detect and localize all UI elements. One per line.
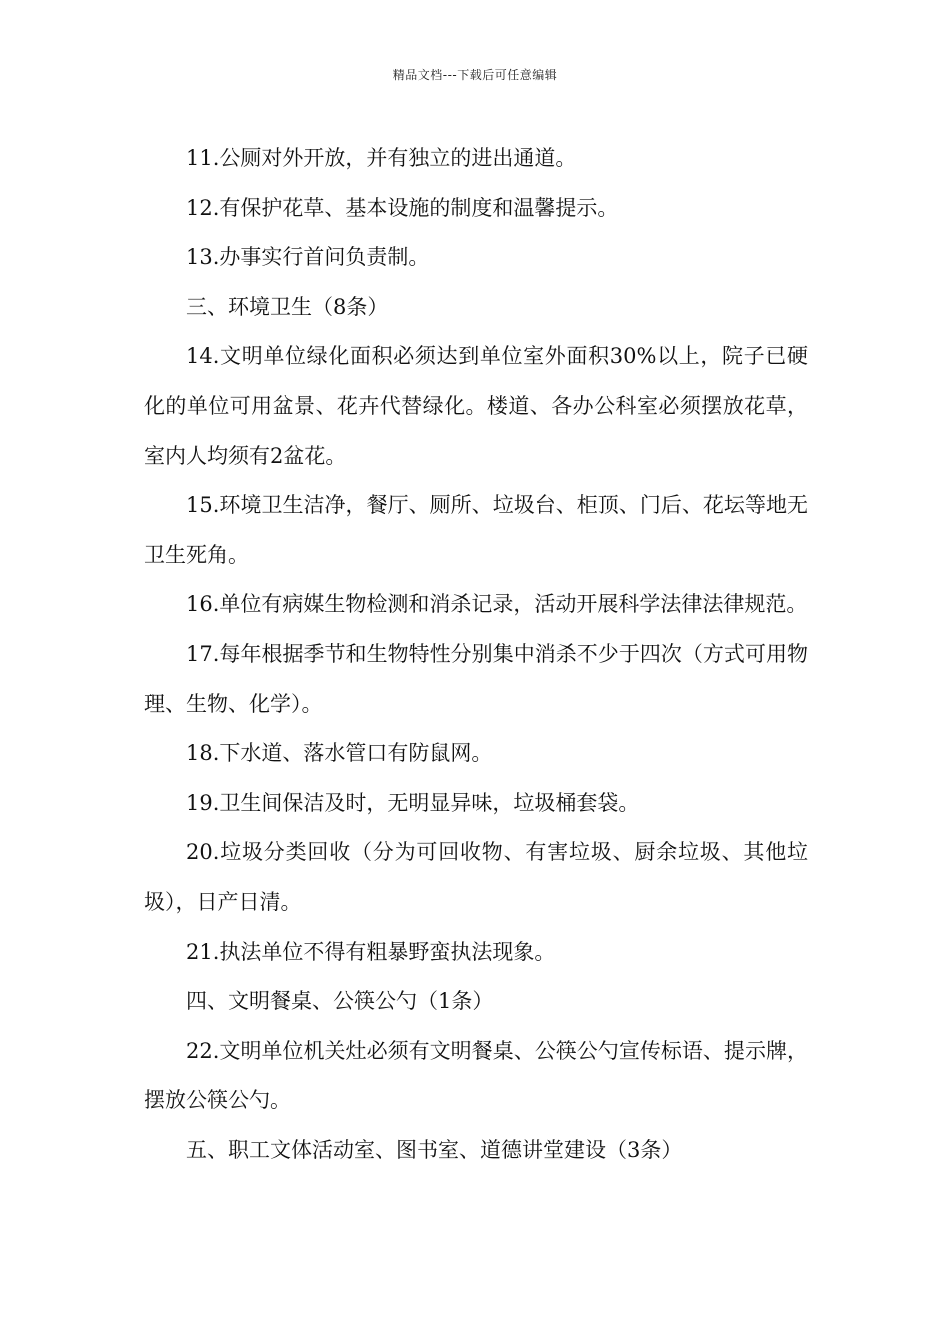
item-12: 12.有保护花草、基本设施的制度和温馨提示。 (186, 195, 619, 220)
item-20: 20.垃圾分类回收（分为可回收物、有害垃圾、厨余垃圾、其他垃圾），日产日清。 (144, 840, 808, 914)
section-heading-3: 三、环境卫生（8条） (186, 294, 389, 319)
item-16: 16.单位有病媒生物检测和消杀记录，活动开展科学法律法律规范。 (186, 592, 808, 617)
document-body (144, 134, 808, 1175)
section-heading-4: 四、文明餐桌、公筷公勺（1条） (186, 989, 494, 1014)
item-18: 18.下水道、落水管口有防鼠网。 (186, 741, 493, 766)
item-11: 11.公厕对外开放，并有独立的进出通道。 (186, 146, 577, 170)
item-17: 17.每年根据季节和生物特性分别集中消杀不少于四次（方式可用物理、生物、化学）。 (144, 641, 808, 716)
item-21: 21.执法单位不得有粗暴野蛮执法现象。 (186, 939, 556, 964)
item-13: 13.办事实行首问负责制。 (186, 245, 430, 270)
item-19: 19.卫生间保洁及时，无明显异味，垃圾桶套袋。 (186, 790, 640, 815)
item-22: 22.文明单位机关灶必须有文明餐桌、公筷公勺宣传标语、提示牌，摆放公筷公勺。 (144, 1038, 808, 1113)
item-15: 15.环境卫生洁净，餐厅、厕所、垃圾台、柜顶、门后、花坛等地无卫生死角。 (144, 493, 808, 567)
page-header: 精品文档---下载后可任意编辑 (392, 68, 558, 82)
item-14: 14.文明单位绿化面积必须达到单位室外面积30%以上，院子已硬化的单位可用盆景、花卉代替绿化。楼道、各办公科室必须摆放花草，室内人均须有2盆花。 (144, 344, 808, 468)
section-heading-5: 五、职工文体活动室、图书室、道德讲堂建设（3条） (186, 1137, 683, 1162)
